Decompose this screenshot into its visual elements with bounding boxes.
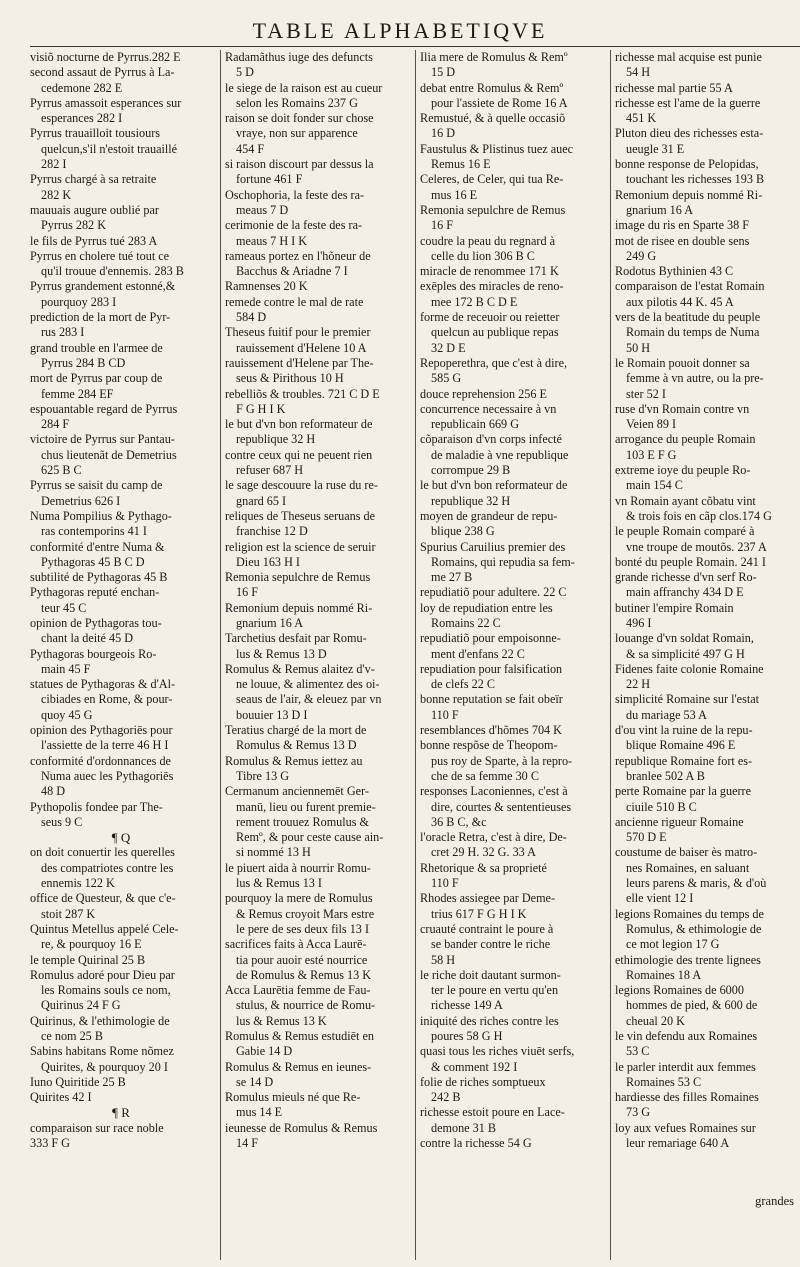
index-entry-line: Romulus & Remus estudiēt en	[225, 1029, 374, 1043]
index-entry-line: main 154 C	[626, 478, 683, 493]
index-entry-line: Tibre 13 G	[236, 768, 290, 783]
index-entry-line: coudre la peau du regnard à	[420, 233, 556, 248]
index-entry-line: leur remariage 640 A	[626, 1136, 730, 1151]
index-entry-line: Celeres, de Celer, qui tua Re-	[420, 172, 564, 187]
index-entry-line: vraye, non sur apparence	[236, 126, 358, 141]
index-entry-line: stoit 287 K	[41, 906, 96, 921]
index-entry-line: dire, courtes & sententieuses	[431, 799, 572, 814]
index-entry-line: 284 F	[41, 417, 70, 432]
index-entry-line: Remus 16 E	[431, 157, 491, 172]
index-entry-line: le sage descouure la ruse du re-	[225, 478, 378, 493]
index-entry-line: si raison discourt par dessus la	[225, 157, 374, 172]
index-entry-line: le temple Quirinal 25 B	[30, 952, 146, 967]
index-entry-line: Pythopolis fondee par The-	[30, 799, 163, 814]
index-entry-line: conformité d'ordonnances de	[30, 753, 171, 768]
index-entry-line: seus & Pirithous 10 H	[236, 371, 344, 386]
index-entry-line: de Romulus & Remus 13 K	[236, 967, 372, 982]
page-title: TABLE ALPHABETIQVE	[252, 18, 548, 43]
index-entry-line: Remº, & pour ceste cause ain-	[236, 830, 384, 845]
index-entry-line: le Romain pouoit donner sa	[615, 355, 750, 370]
index-entry-line: pour l'assiete de Rome 16 A	[431, 95, 568, 110]
index-entry-line: miracle de renommee 171 K	[420, 264, 559, 279]
index-entry-line: femme à vn autre, ou la pre-	[626, 371, 764, 386]
index-entry-line: Romulus & Remus 13 D	[236, 738, 357, 753]
index-entry-line: poures 58 G H	[431, 1029, 503, 1043]
index-entry-line: douce reprehension 256 E	[420, 386, 547, 401]
index-entry-line: nes Romaines, en saluant	[626, 860, 750, 875]
index-entry-line: republicain 669 G	[431, 417, 519, 432]
index-entry-line: qu'il trouue d'ennemis. 283 B	[41, 264, 184, 279]
index-entry-line: ter le poure en vertu qu'en	[431, 983, 559, 998]
index-entry-line: 50 H	[626, 340, 651, 355]
column-divider	[415, 50, 416, 1260]
index-entry-line: 249 G	[626, 248, 657, 263]
index-columns	[30, 50, 800, 1267]
column-divider	[220, 50, 221, 1260]
index-entry-line: image du ris en Sparte 38 F	[615, 218, 750, 233]
index-entry-line: hommes de pied, & 600 de	[626, 998, 758, 1013]
index-entry-line: Romaines 53 C	[626, 1074, 702, 1089]
index-entry-line: Rhetorique & sa proprieté	[420, 860, 547, 875]
index-entry-line: Romulus & Remus en ieunes-	[225, 1059, 372, 1074]
index-entry-line: ment d'enfans 22 C	[431, 646, 525, 661]
index-entry-line: exēples des miracles de reno-	[420, 279, 564, 294]
index-entry-line: opinion de Pythagoras tou-	[30, 615, 162, 630]
index-entry-line: quelcun au publique repas	[431, 325, 559, 340]
index-entry-line: 282 I	[41, 157, 67, 172]
index-entry-line: Radamãthus iuge des defuncts	[225, 50, 373, 64]
index-entry-line: concurrence necessaire à vn	[420, 401, 557, 416]
index-entry-line: simplicité Romaine sur l'estat	[615, 692, 760, 707]
index-entry-line: le vin defendu aux Romaines	[615, 1029, 758, 1043]
index-entry-line: 333 F G	[30, 1136, 70, 1151]
index-entry-line: Romulus mieuls né que Re-	[225, 1090, 361, 1105]
index-entry-line: 48 D	[41, 784, 66, 799]
index-entry-line: Pyrrus 284 B CD	[41, 355, 126, 370]
header-rule	[30, 46, 800, 47]
index-entry-line: F G H I K	[236, 401, 286, 416]
index-entry-line: quoy 45 G	[41, 707, 93, 722]
index-entry-line: prediction de la mort de Pyr-	[30, 310, 171, 325]
index-entry-line: richesse estoit poure en Lace-	[420, 1105, 565, 1120]
index-entry-line: 16 F	[236, 585, 259, 600]
index-entry-line: main affranchy 434 D E	[626, 585, 744, 600]
index-entry-line: 282 K	[41, 187, 72, 202]
index-entry-line: perte Romaine par la guerre	[615, 784, 752, 799]
index-entry-line: touchant les richesses 193 B	[626, 172, 765, 187]
index-entry-line: quasi tous les riches viuēt serfs,	[420, 1044, 575, 1059]
index-entry-line: franchise 12 D	[236, 524, 308, 539]
index-entry-line: hardiesse des filles Romaines	[615, 1090, 759, 1105]
index-entry-line: extreme ioye du peuple Ro-	[615, 463, 751, 478]
index-entry-line: richesse est l'ame de la guerre	[615, 95, 761, 110]
index-entry-line: Acca Laurētia femme de Fau-	[225, 983, 371, 998]
index-entry-line: opinion des Pythagoriēs pour	[30, 723, 173, 738]
index-entry-line: repudiatiõ pour empoisonne-	[420, 631, 561, 646]
index-entry-line: Pyrrus amassoit esperances sur	[30, 95, 182, 110]
index-entry-line: subtilité de Pythagoras 45 B	[30, 570, 168, 585]
index-entry-line: Remonium depuis nommé Ri-	[615, 187, 763, 202]
index-entry-line: d'ou vint la ruine de la repu-	[615, 723, 753, 738]
index-entry-line: de clefs 22 C	[431, 677, 495, 692]
index-entry-line: meaus 7 H I K	[236, 233, 308, 248]
index-entry-line: republique 32 H	[431, 493, 511, 508]
index-entry-line: Oschophoria, la feste des ra-	[225, 187, 365, 202]
index-entry-line: 58 H	[431, 952, 456, 967]
index-entry-line: rement trouuez Romulus &	[236, 814, 370, 829]
index-entry-line: bonne reputation se fait obeïr	[420, 692, 563, 707]
index-entry-line: Pyrrus se saisit du camp de	[30, 478, 163, 493]
index-entry-line: Quirinus, & l'ethimologie de	[30, 1013, 170, 1028]
index-entry-line: 54 H	[626, 65, 651, 80]
index-entry-line: l'assiette de la terre 46 H I	[41, 738, 169, 753]
index-entry-line: le piuert aida à nourrir Romu-	[225, 860, 371, 875]
index-entry-line: ieunesse de Romulus & Remus	[225, 1120, 378, 1135]
index-entry-line: 496 I	[626, 615, 652, 630]
index-entry-line: elle vient 12 I	[626, 891, 694, 906]
index-entry-line: Fidenes faite colonie Romaine	[615, 661, 764, 676]
index-entry-line: Pythagoras reputé enchan-	[30, 585, 160, 600]
index-entry-line: Romaines 18 A	[626, 967, 702, 982]
index-entry-line: ce mot legion 17 G	[626, 937, 720, 952]
index-entry-line: iniquité des riches contre les	[420, 1013, 559, 1028]
index-entry-line: me 27 B	[431, 570, 473, 585]
index-entry-line: loy de repudiation entre les	[420, 600, 553, 615]
index-entry-line: che de sa femme 30 C	[431, 768, 539, 783]
index-entry-line: 103 E F G	[626, 447, 677, 462]
index-entry-line: sacrifices faits à Acca Laurē-	[225, 937, 367, 952]
index-entry-line: Romulus & Remus alaitez d'v-	[225, 661, 375, 676]
index-entry-line: Ramnenses 20 K	[225, 279, 308, 294]
index-entry-line: pourquoy 283 I	[41, 294, 117, 309]
index-entry-line: teur 45 C	[41, 600, 87, 615]
index-entry-line: ruse d'vn Romain contre vn	[615, 401, 750, 416]
index-entry-line: remede contre le mal de rate	[225, 294, 364, 309]
index-entry-line: bonne respõse de Theopom-	[420, 738, 558, 753]
index-entry-line: mee 172 B C D E	[431, 294, 518, 309]
index-entry-line: Gabie 14 D	[236, 1044, 293, 1059]
index-entry-line: selon les Romains 237 G	[236, 95, 358, 110]
index-entry-line: 16 F	[431, 218, 454, 233]
index-entry-line: corrompue 29 B	[431, 463, 511, 478]
index-entry-line: 584 D	[236, 310, 267, 325]
index-entry-line: le but d'vn bon reformateur de	[225, 417, 373, 432]
index-entry-line: Pythagoras bourgeois Ro-	[30, 646, 157, 661]
index-entry-line: le pere de ses deux fils 13 I	[236, 921, 370, 936]
index-entry-line: religion est la science de seruir	[225, 539, 376, 554]
index-entry-line: on doit conuertir les querelles	[30, 845, 175, 860]
index-entry-line: mus 16 E	[431, 187, 478, 202]
index-entry-line: le siege de la raison est au cueur	[225, 80, 383, 95]
index-entry-line: ethimologie des trente lignees	[615, 952, 761, 967]
index-entry-line: blique 238 G	[431, 524, 495, 539]
index-entry-line: esperances 282 I	[41, 111, 123, 126]
index-entry-line: forme de receuoir ou reietter	[420, 310, 560, 325]
index-entry-line: cret 29 H. 32 G. 33 A	[431, 845, 536, 860]
index-entry-line: se bander contre le riche	[431, 937, 551, 952]
index-entry-line: Pyrrus trauailloit tousiours	[30, 126, 160, 141]
index-entry-line: femme 284 EF	[41, 386, 114, 401]
index-entry-line: reliques de Theseus seruans de	[225, 508, 376, 523]
index-entry-line: raison se doit fonder sur chose	[225, 111, 374, 126]
index-entry-line: Quirites, & pourquoy 20 I	[41, 1059, 168, 1074]
index-entry-line: richesse mal acquise est punie	[615, 50, 762, 64]
index-entry-line: comparaison sur race noble	[30, 1120, 164, 1135]
index-entry-line: lus & Remus 13 D	[236, 646, 327, 661]
index-entry-line: grande richesse d'vn serf Ro-	[615, 570, 757, 585]
index-column-3	[420, 50, 602, 1260]
index-entry-line: Romulus, & ethimologie de	[626, 921, 762, 936]
index-entry-line: & trois fois en cãp clos.174 G	[626, 508, 772, 523]
index-entry-line: Quirites 42 I	[30, 1090, 92, 1105]
index-entry-line: butiner l'empire Romain	[615, 600, 734, 615]
index-entry-line: coustume de baiser ès matro-	[615, 845, 758, 860]
index-entry-line: gnarium 16 A	[236, 615, 304, 630]
index-entry-line: mauuais augure oublié par	[30, 202, 159, 217]
index-entry-line: gnarium 16 A	[626, 202, 694, 217]
index-entry-line: cheual 20 K	[626, 1013, 685, 1028]
index-entry-line: Rodotus Bythinien 43 C	[615, 264, 734, 279]
index-entry-line: Cermanum anciennemēt Ger-	[225, 784, 369, 799]
index-entry-line: meaus 7 D	[236, 202, 289, 217]
index-entry-line: vers de la beatitude du peuple	[615, 310, 761, 325]
index-entry-line: & comment 192 I	[431, 1059, 518, 1074]
index-entry-line: legions Romaines du temps de	[615, 906, 764, 921]
index-entry-line: contre ceux qui ne peuent rien	[225, 447, 373, 462]
index-column-4	[615, 50, 797, 1260]
index-entry-line: Pyrrus chargé à sa retraite	[30, 172, 157, 187]
index-entry-line: mot de risee en double sens	[615, 233, 750, 248]
index-entry-line: 73 G	[626, 1105, 651, 1120]
index-entry-line: vne troupe de moutõs. 237 A	[626, 539, 767, 554]
index-entry-line: du mariage 53 A	[626, 707, 707, 722]
index-entry-line: visiõ nocturne de Pyrrus.282 E	[30, 50, 181, 64]
index-entry-line: Theseus fuitif pour le premier	[225, 325, 371, 340]
index-entry-line: Romulus & Remus iettez au	[225, 753, 363, 768]
index-entry-line: 22 H	[626, 677, 651, 692]
index-entry-line: chus lieutenãt de Demetrius	[41, 447, 177, 462]
index-entry-line: stulus, & nourrice de Romu-	[236, 998, 376, 1013]
index-entry-line: 242 B	[431, 1090, 461, 1105]
index-entry-line: cõparaison d'vn corps infecté	[420, 432, 562, 447]
index-entry-line: Repoperethra, que c'est à dire,	[420, 355, 568, 370]
index-entry-line: Romains, qui repudia sa fem-	[431, 554, 575, 569]
index-entry-line: ne louue, & alimentez des oi-	[236, 677, 380, 692]
index-entry-line: Sabins habitans Rome nõmez	[30, 1044, 174, 1059]
index-entry-line: Bacchus & Ariadne 7 I	[236, 264, 348, 279]
index-entry-line: Remonium depuis nommé Ri-	[225, 600, 373, 615]
index-entry-line: bonne response de Pelopidas,	[615, 157, 759, 172]
index-entry-line: Spurius Caruilius premier des	[420, 539, 566, 554]
index-entry-line: rauissement d'Helene par The-	[225, 355, 374, 370]
index-entry-line: Pyrrus en cholere tué tout ce	[30, 248, 170, 263]
index-entry-line: gnard 65 I	[236, 493, 287, 508]
index-entry-line: cibiades en Rome, & pour-	[41, 692, 173, 707]
index-entry-line: bouuier 13 D I	[236, 707, 308, 722]
index-entry-line: 451 K	[626, 111, 657, 126]
index-entry-line: 16 D	[431, 126, 456, 141]
index-entry-line: Rhodes assiegee par Deme-	[420, 891, 556, 906]
index-entry-line: loy aux vefues Romaines sur	[615, 1120, 756, 1135]
index-entry-line: Pyrrus 282 K	[41, 218, 107, 233]
index-entry-line: cerimonie de la feste des ra-	[225, 218, 363, 233]
section-letter: ¶ Q	[111, 830, 131, 846]
index-entry-line: Pyrrus grandement estonné,&	[30, 279, 176, 294]
index-entry-line: Pythagoras 45 B C D	[41, 554, 145, 569]
index-entry-line: se 14 D	[236, 1074, 274, 1089]
index-entry-line: Numa Pompilius & Pythago-	[30, 508, 172, 523]
index-entry-line: refuser 687 H	[236, 463, 304, 478]
index-entry-line: 570 D E	[626, 830, 667, 845]
index-entry-line: lus & Remus 13 K	[236, 1013, 327, 1028]
index-entry-line: moyen de grandeur de repu-	[420, 508, 558, 523]
index-entry-line: le riche doit dautant surmon-	[420, 967, 561, 982]
index-entry-line: lus & Remus 13 I	[236, 876, 322, 891]
index-entry-line: Faustulus & Plistinus tuez auec	[420, 141, 574, 156]
index-entry-line: Remustué, & à quelle occasiõ	[420, 111, 566, 126]
index-entry-line: les Romains souls ce nom,	[41, 983, 171, 998]
index-entry-line: 36 B C, &c	[431, 814, 487, 829]
index-entry-line: Remonia sepulchre de Remus	[225, 570, 371, 585]
index-entry-line: cruauté contraint le poure à	[420, 921, 554, 936]
index-column-2	[225, 50, 407, 1260]
index-entry-line: rameaus portez en l'hõneur de	[225, 248, 371, 263]
index-entry-line: 110 F	[431, 707, 459, 722]
index-entry-line: Iuno Quiritide 25 B	[30, 1074, 126, 1089]
index-entry-line: seaus de l'air, & eleuez par vn	[236, 692, 382, 707]
index-entry-line: mort de Pyrrus par coup de	[30, 371, 163, 386]
index-entry-line: ueugle 31 E	[626, 141, 685, 156]
index-entry-line: pus roy de Sparte, à la repro-	[431, 753, 573, 768]
column-divider	[610, 50, 611, 1260]
index-entry-line: 585 G	[431, 371, 462, 386]
index-entry-line: 14 F	[236, 1136, 259, 1151]
index-entry-line: comparaison de l'estat Romain	[615, 279, 765, 294]
index-entry-line: blique Romaine 496 E	[626, 738, 736, 753]
index-entry-line: 110 F	[431, 876, 459, 891]
index-entry-line: Romain du temps de Numa	[626, 325, 760, 340]
index-entry-line: ce nom 25 B	[41, 1029, 103, 1043]
index-entry-line: Demetrius 626 I	[41, 493, 121, 508]
index-entry-line: Pluton dieu des richesses esta-	[615, 126, 764, 141]
index-entry-line: Teratius chargé de la mort de	[225, 723, 367, 738]
index-entry-line: le peuple Romain comparé à	[615, 524, 755, 539]
index-entry-line: repudiation pour falsification	[420, 661, 563, 676]
index-entry-line: 32 D E	[431, 340, 466, 355]
index-entry-line: demone 31 B	[431, 1120, 496, 1135]
index-entry-line: statues de Pythagoras & d'Al-	[30, 677, 176, 692]
index-entry-line: si nommé 13 H	[236, 845, 311, 860]
index-entry-line: pourquoy la mere de Romulus	[225, 891, 373, 906]
index-entry-line: rus 283 I	[41, 325, 85, 340]
index-entry-line: ras contemporins 41 I	[41, 524, 147, 539]
index-entry-line: rebelliõs & troubles. 721 C D E	[225, 386, 380, 401]
index-entry-line: branlee 502 A B	[626, 768, 705, 783]
index-entry-line: chant la deité 45 D	[41, 631, 134, 646]
index-entry-line: 5 D	[236, 65, 254, 80]
index-entry-line: cedemone 282 E	[41, 80, 123, 95]
catchword: grandes	[755, 1194, 794, 1208]
index-entry-line: celle du lion 306 B C	[431, 248, 535, 263]
index-entry-line: le fils de Pyrrus tué 283 A	[30, 233, 158, 248]
index-entry-line: rauissement d'Helene 10 A	[236, 340, 367, 355]
index-entry-line: 625 B C	[41, 463, 82, 478]
index-column-1	[30, 50, 212, 1260]
index-entry-line: le parler interdit aux femmes	[615, 1059, 756, 1074]
index-entry-line: & sa simplicité 497 G H	[626, 646, 745, 661]
index-entry-line: tia pour auoir esté nourrice	[236, 952, 368, 967]
index-entry-line: ancienne rigueur Romaine	[615, 814, 744, 829]
index-entry-line: Quintus Metellus appelé Cele-	[30, 921, 179, 936]
index-entry-line: main 45 F	[41, 661, 91, 676]
index-entry-line: bonté du peuple Romain. 241 I	[615, 554, 766, 569]
index-entry-line: richesse mal partie 55 A	[615, 80, 733, 95]
index-entry-line: trius 617 F G H I K	[431, 906, 527, 921]
index-entry-line: Remonia sepulchre de Remus	[420, 202, 566, 217]
index-entry-line: 15 D	[431, 65, 456, 80]
index-entry-line: conformité d'entre Numa &	[30, 539, 165, 554]
index-entry-line: aux pilotis 44 K. 45 A	[626, 294, 734, 309]
index-entry-line: grand trouble en l'armee de	[30, 340, 163, 355]
index-entry-line: Romulus adoré pour Dieu par	[30, 967, 175, 982]
index-entry-line: Tarchetius desfait par Romu-	[225, 631, 367, 646]
index-entry-line: ciuile 510 B C	[626, 799, 697, 814]
index-entry-line: victoire de Pyrrus sur Pantau-	[30, 432, 175, 447]
section-letter: ¶ R	[112, 1105, 130, 1121]
index-entry-line: office de Questeur, & que c'e-	[30, 891, 176, 906]
index-entry-line: louange d'vn soldat Romain,	[615, 631, 754, 646]
index-entry-line: de maladie à vne republique	[431, 447, 569, 462]
index-entry-line: Veien 89 I	[626, 417, 677, 432]
index-entry-line: ennemis 122 K	[41, 876, 115, 891]
index-entry-line: folie de riches somptueux	[420, 1074, 546, 1089]
index-entry-line: Dieu 163 H I	[236, 554, 300, 569]
index-entry-line: Romains 22 C	[431, 615, 501, 630]
index-entry-line: 454 F	[236, 141, 265, 156]
index-entry-line: Ilia mere de Romulus & Remº	[420, 50, 568, 64]
index-entry-line: legions Romaines de 6000	[615, 983, 744, 998]
index-entry-line: manū, lieu ou furent premie-	[236, 799, 376, 814]
index-entry-line: Numa auec les Pythagoriēs	[41, 768, 174, 783]
index-entry-line: contre la richesse 54 G	[420, 1136, 532, 1151]
index-entry-line: ster 52 I	[626, 386, 666, 401]
index-entry-line: fortune 461 F	[236, 172, 303, 187]
index-entry-line: & Remus croyoit Mars estre	[236, 906, 375, 921]
index-entry-line: second assaut de Pyrrus à La-	[30, 65, 175, 80]
index-entry-line: seus 9 C	[41, 814, 83, 829]
index-entry-line: Quirinus 24 F G	[41, 998, 121, 1013]
index-entry-line: quelcun,s'il n'estoit trauaillé	[41, 141, 178, 156]
index-entry-line: republique Romaine fort es-	[615, 753, 753, 768]
index-entry-line: mus 14 E	[236, 1105, 283, 1120]
index-entry-line: l'oracle Retra, c'est à dire, De-	[420, 830, 567, 845]
index-entry-line: richesse 149 A	[431, 998, 503, 1013]
index-entry-line: arrogance du peuple Romain	[615, 432, 756, 447]
index-entry-line: republique 32 H	[236, 432, 316, 447]
index-entry-line: 53 C	[626, 1044, 650, 1059]
index-entry-line: vn Romain ayant cõbatu vint	[615, 493, 756, 508]
index-entry-line: des compatriotes contre les	[41, 860, 174, 875]
index-entry-line: le but d'vn bon reformateur de	[420, 478, 568, 493]
index-entry-line: resemblances d'hõmes 704 K	[420, 723, 562, 738]
index-entry-line: re, & pourquoy 16 E	[41, 937, 142, 952]
index-entry-line: leurs parens & maris, & d'où	[626, 876, 767, 891]
index-entry-line: responses Laconiennes, c'est à	[420, 784, 568, 799]
index-entry-line: espouantable regard de Pyrrus	[30, 401, 178, 416]
index-entry-line: repudiatiõ pour adultere. 22 C	[420, 585, 567, 600]
index-entry-line: debat entre Romulus & Remº	[420, 80, 564, 95]
